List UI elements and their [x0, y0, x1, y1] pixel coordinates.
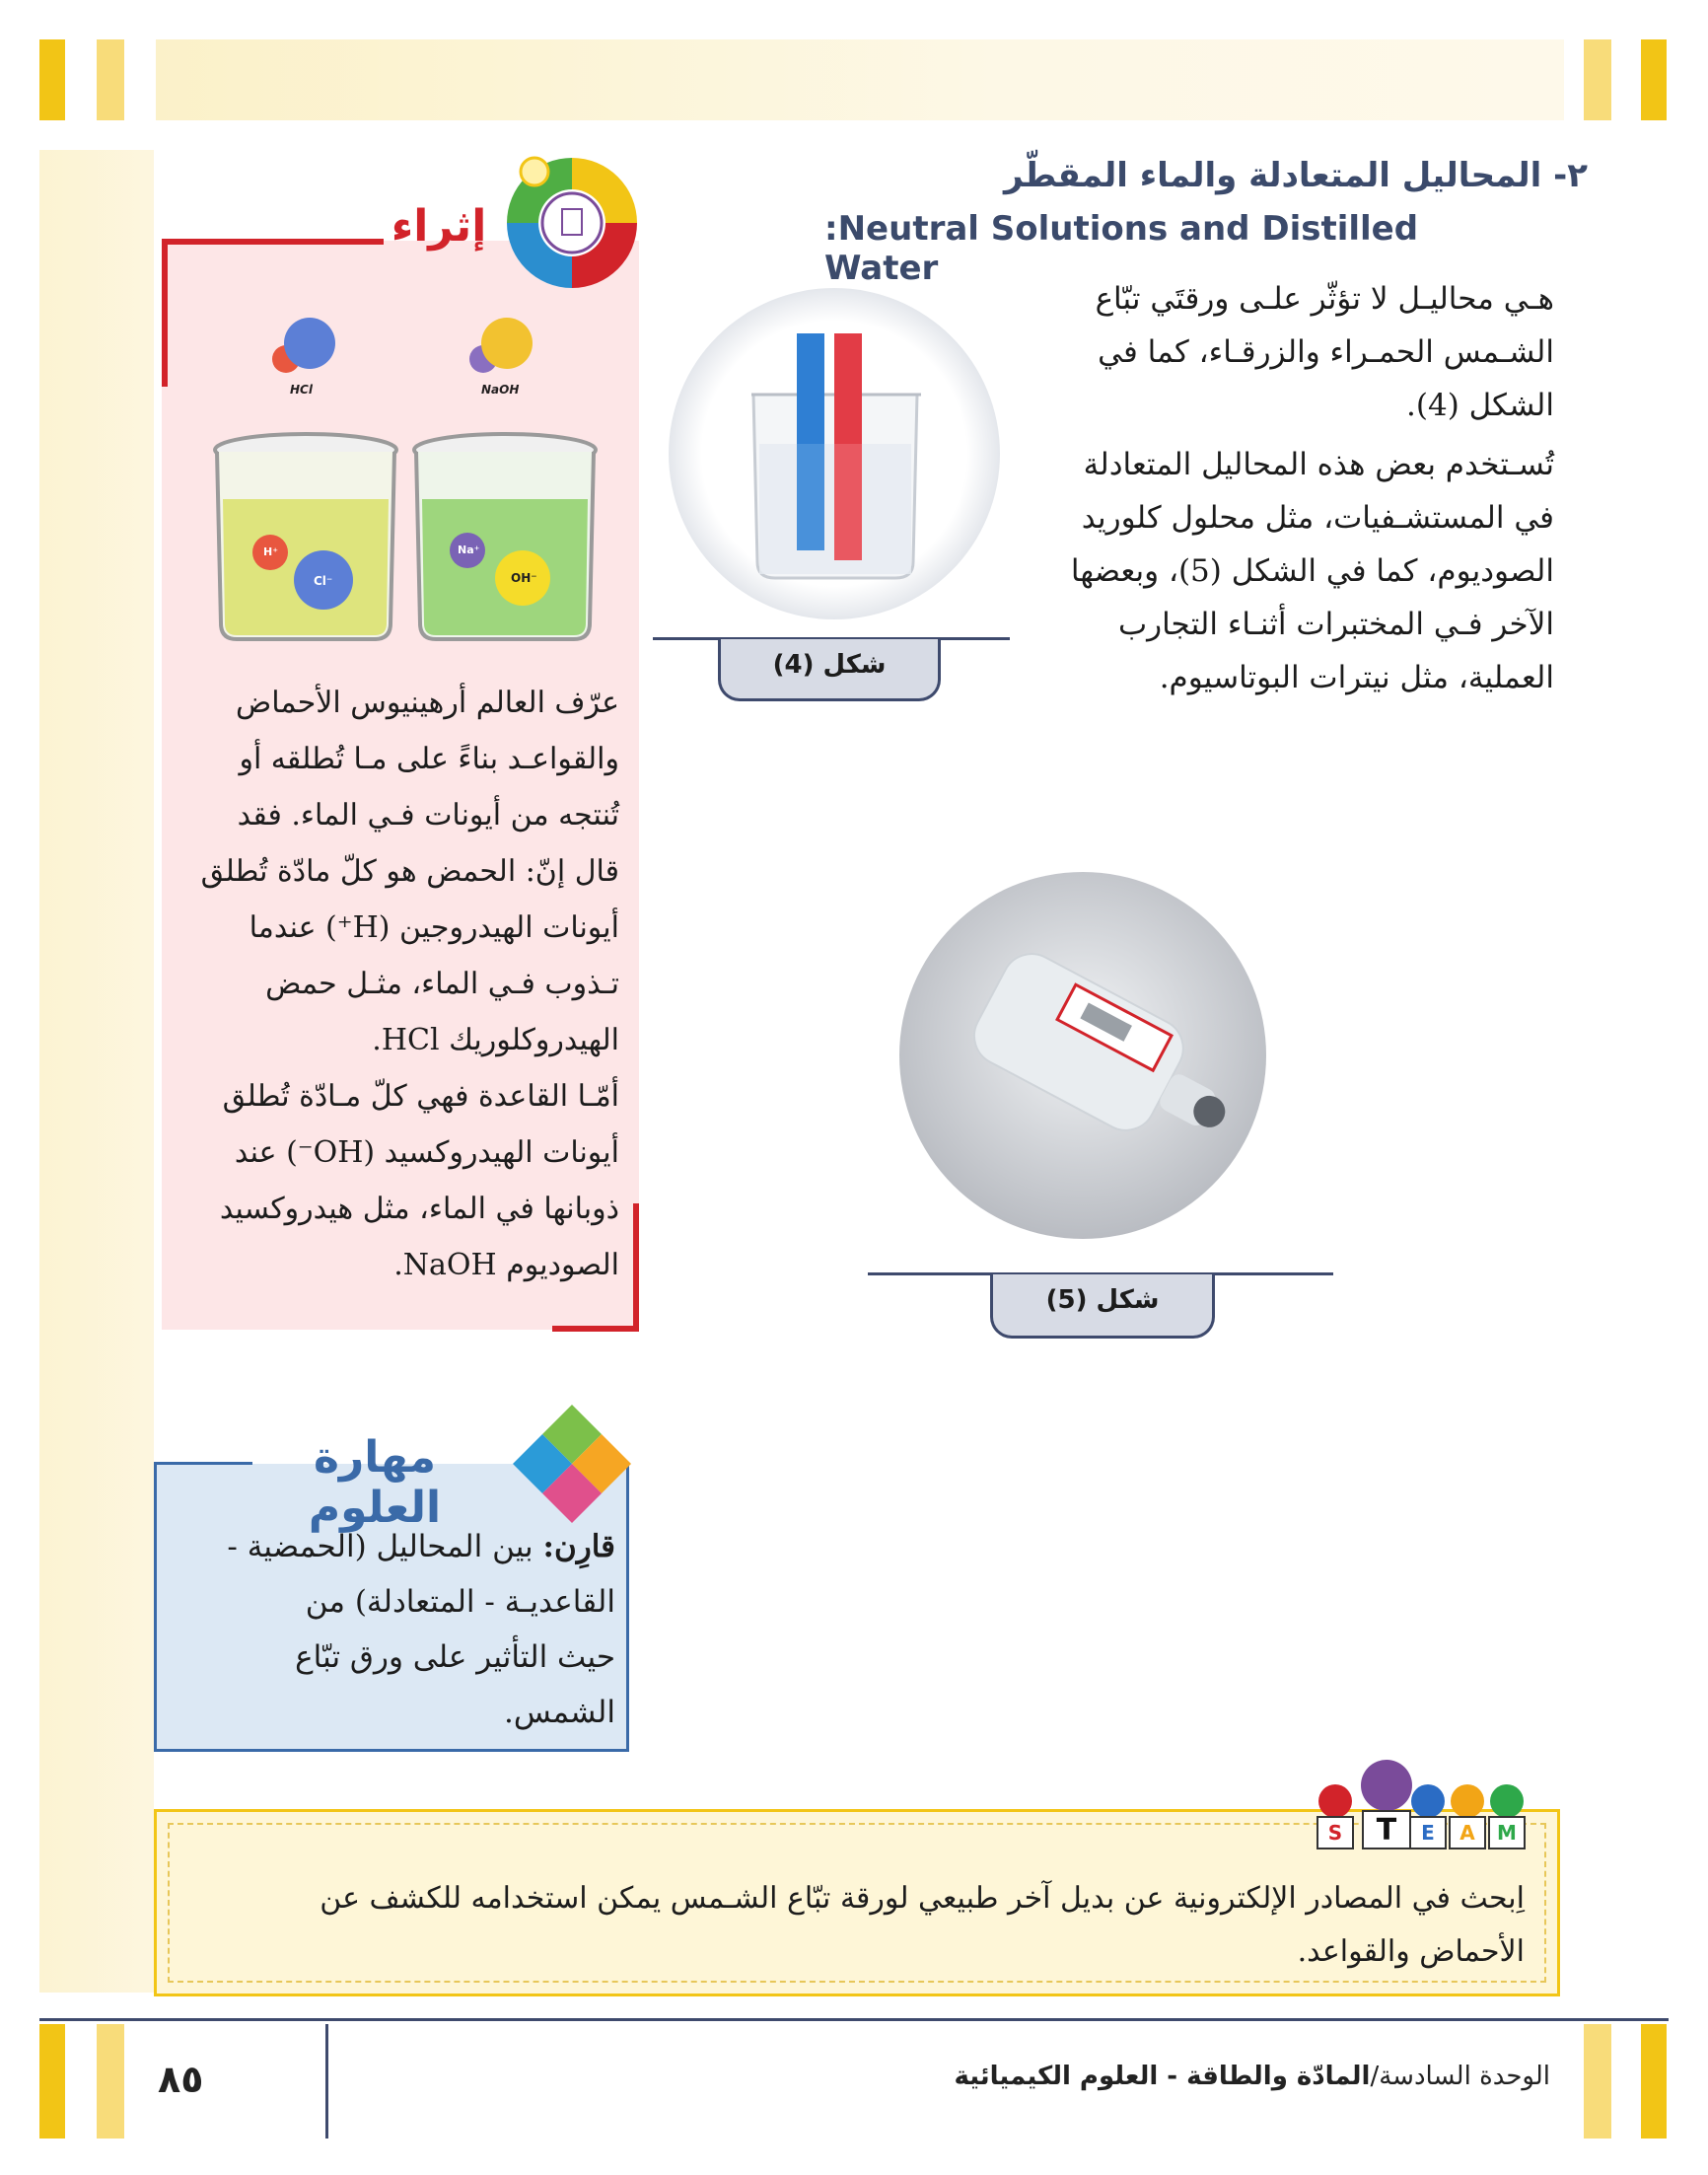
figure-4-caption: شكل (4)	[718, 639, 941, 701]
section-title-arabic: ٢- المحاليل المتعادلة والماء المقطّر	[1003, 156, 1588, 195]
enrichment-line: عرّف العالم أرهينيوس الأحماض	[235, 686, 619, 720]
skill-line: حيث التأثير على ورق تبّاع	[295, 1639, 615, 1675]
paragraph-2-line: الآخر فـي المختبرات أثنـاء التجارب	[1117, 607, 1554, 642]
skill-box-top-left	[154, 1462, 252, 1465]
header-bar-left-1	[39, 39, 65, 120]
naoh-label: NaOH	[481, 383, 520, 397]
hcl-label: HCl	[290, 383, 313, 397]
paragraph-1-line: الشكل (4).	[1406, 388, 1554, 423]
steam-letter-e: E	[1421, 1821, 1435, 1845]
steam-text	[193, 1872, 1525, 1979]
section-title-english: :Neutral Solutions and Distilled Water	[824, 209, 1419, 288]
na-ion-label: Na⁺	[458, 544, 480, 556]
enrichment-line: تُنتجه من أيونات فـي الماء. فقد	[237, 798, 619, 833]
steam-letter-s: S	[1327, 1821, 1343, 1845]
header-bar-right-1	[1584, 39, 1611, 120]
footer-bar-left-2	[97, 2024, 124, 2139]
footer-subject: المادّة والطاقة - العلوم الكيميائية	[954, 2062, 1371, 2091]
enrichment-line: الهيدروكلوريك HCl.	[372, 1023, 619, 1057]
header-bar-right-2	[1641, 39, 1667, 120]
paragraph-2-line: الصوديوم، كما في الشكل (5)، وبعضها	[1070, 553, 1554, 589]
steam-letter-a: A	[1459, 1821, 1475, 1845]
header-bar-left-2	[97, 39, 124, 120]
footer-divider	[325, 2024, 328, 2139]
paragraph-2	[1026, 438, 1554, 704]
paragraph-1-line: الشـمس الحمـراء والزرقـاء، كما في	[1098, 334, 1554, 370]
figure-5-image	[895, 868, 1270, 1243]
enrichment-line: قال إنّ: الحمض هو كلّ مادّة تُطلق	[200, 854, 619, 889]
naoh-beaker	[406, 430, 604, 645]
enrichment-line: تـذوب فـي الماء، مثـل حمض	[265, 967, 619, 1001]
footer-bar-right-2	[1641, 2024, 1667, 2139]
paragraph-2-line: في المستشـفيات، مثل محلول كلوريد	[1081, 500, 1554, 536]
skill-title: مهارة العلوم	[308, 1432, 442, 1533]
paragraph-2-line: العملية، مثل نيترات البوتاسيوم.	[1159, 660, 1554, 695]
steam-line: الأحماض والقواعد.	[1297, 1934, 1525, 1969]
enrichment-frame-bottom	[552, 1326, 639, 1332]
skill-line: الشمس.	[503, 1695, 615, 1730]
enrichment-line: ذوبانها في الماء، مثل هيدروكسيد	[219, 1192, 619, 1226]
left-margin-band	[39, 150, 154, 1993]
enrichment-frame-top	[162, 239, 384, 245]
steam-letter-t: T	[1376, 1813, 1397, 1848]
enrichment-title: إثراء	[391, 201, 487, 252]
naoh-molecule	[462, 312, 540, 387]
header-band	[156, 39, 1564, 120]
skill-line	[174, 1519, 615, 1574]
enrichment-icon	[497, 148, 647, 298]
enrichment-frame-right	[633, 1203, 639, 1332]
footer-title	[690, 2062, 1550, 2091]
skill-label: قارِن:	[542, 1529, 615, 1564]
steam-letter-m: M	[1497, 1821, 1517, 1845]
hcl-beaker	[207, 430, 404, 645]
hcl-molecule	[264, 312, 343, 387]
enrichment-frame-left	[162, 239, 168, 387]
page-number: ٨٥	[158, 2058, 204, 2101]
oh-ion-label: OH⁻	[511, 571, 537, 585]
paragraph-1	[1026, 272, 1554, 432]
enrichment-line: أمّـا القاعدة فهي كلّ مـادّة تُطلق	[222, 1079, 619, 1114]
footer-bar-right-1	[1584, 2024, 1611, 2139]
enrichment-line: والقواعـد بناءً على مـا تُطلقه أو	[239, 742, 619, 776]
footer-bar-left-1	[39, 2024, 65, 2139]
figure-5-caption: شكل (5)	[990, 1274, 1215, 1339]
figure-4-image	[667, 286, 1002, 621]
skill-line-text: بين المحاليل (الحمضية -	[227, 1529, 534, 1564]
enrichment-text	[176, 675, 619, 1293]
enrichment-line: أيونات الهيدروكسيد (OH⁻) عند	[234, 1135, 619, 1170]
footer-rule	[39, 2018, 1669, 2021]
paragraph-2-line: تُسـتخدم بعض هذه المحاليل المتعادلة	[1083, 447, 1554, 482]
cl-ion-label: Cl⁻	[314, 574, 333, 588]
puzzle-icon	[499, 1401, 645, 1527]
enrichment-line: الصوديوم NaOH.	[393, 1248, 619, 1282]
skill-line: القاعديـة - المتعادلة) من	[305, 1584, 615, 1620]
skill-text	[174, 1519, 615, 1740]
paragraph-1-line: هـي محاليـل لا تؤثّر علـى ورقتَي تبّاع	[1095, 281, 1554, 317]
h-ion-label: H⁺	[263, 545, 279, 558]
footer-unit: الوحدة السادسة/	[1370, 2062, 1550, 2091]
steam-line: اِبحث في المصادر الإلكترونية عن بديل آخر طبيعي لورقة تبّاع الشـمس يمكن استخدامه للكشف عن	[320, 1881, 1525, 1916]
enrichment-line: أيونات الهيدروجين (H⁺) عندما	[249, 910, 619, 945]
